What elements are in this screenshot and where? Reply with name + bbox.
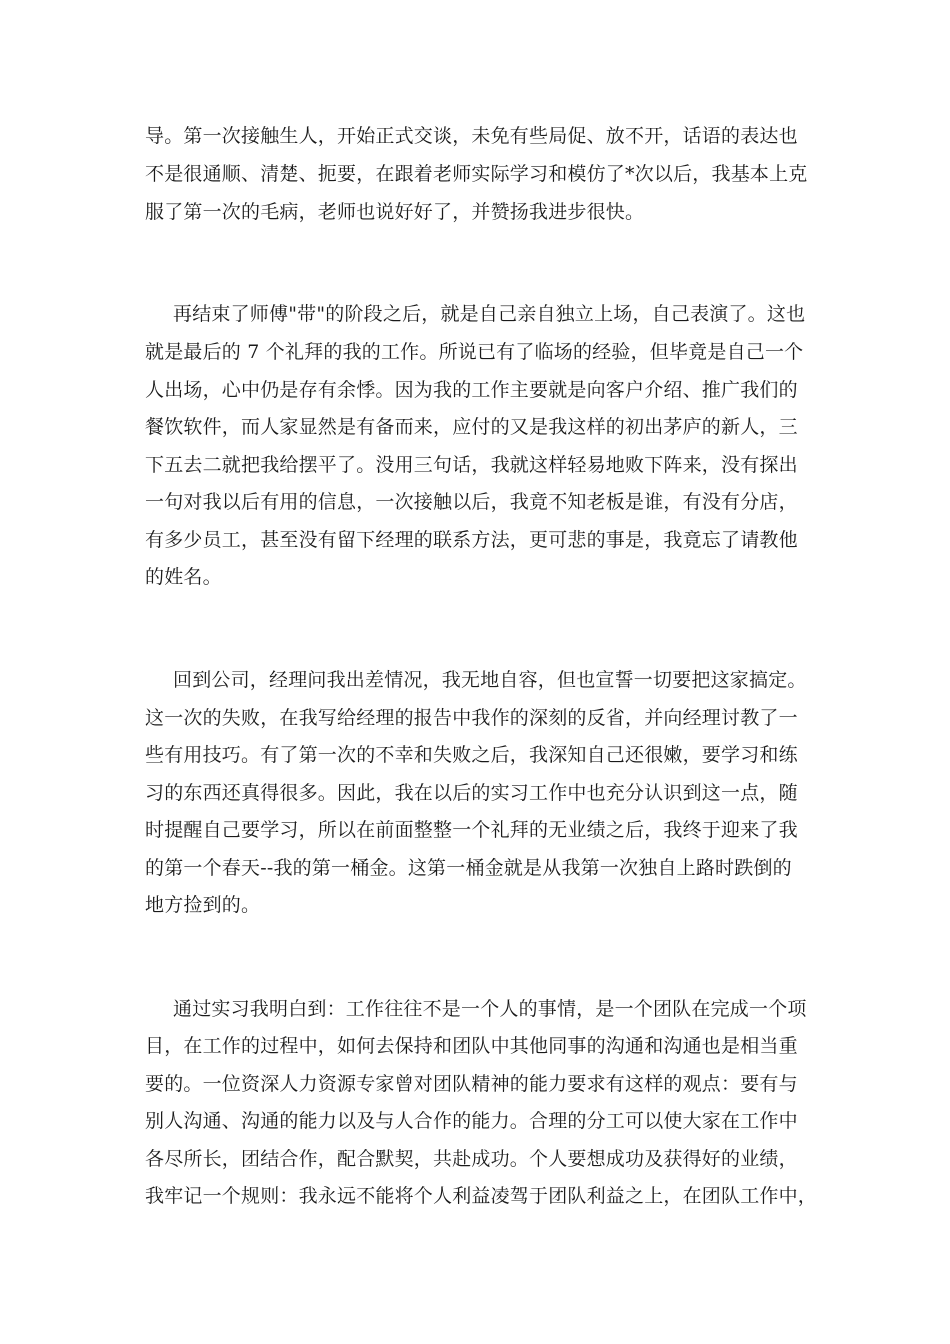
text-line: 有多少员工，甚至没有留下经理的联系方法，更可悲的事是，我竟忘了请教他	[145, 529, 798, 551]
text-line: 别人沟通、沟通的能力以及与人合作的能力。合理的分工可以使大家在工作中	[145, 1110, 798, 1132]
text-line: 人出场，心中仍是存有余悸。因为我的工作主要就是向客户介绍、推广我们的	[145, 379, 798, 401]
text-line: 不是很通顺、清楚、扼要，在跟着老师实际学习和模仿了*次以后，我基本上克	[145, 163, 808, 185]
text-line: 下五去二就把我给摆平了。没用三句话，我就这样轻易地败下阵来，没有探出	[145, 454, 798, 476]
text-line: 餐饮软件，而人家显然是有备而来，应付的又是我这样的初出茅庐的新人，三	[145, 416, 798, 438]
text-line: 的第一个春天--我的第一桶金。这第一桶金就是从我第一次独自上路时跌倒的	[145, 857, 792, 879]
text-line: 我牢记一个规则：我永远不能将个人利益凌驾于团队利益之上，在团队工作中，	[145, 1185, 818, 1207]
text-line: 通过实习我明白到：工作往往不是一个人的事情，是一个团队在完成一个项	[173, 998, 807, 1020]
text-line: 服了第一次的毛病，老师也说好好了，并赞扬我进步很快。	[145, 201, 645, 223]
text-line: 导。第一次接触生人，开始正式交谈，未免有些局促、放不开，话语的表达也	[145, 125, 798, 147]
text-line: 就是最后的 7 个礼拜的我的工作。所说已有了临场的经验，但毕竟是自己一个	[145, 341, 804, 363]
text-line: 目，在工作的过程中，如何去保持和团队中其他同事的沟通和沟通也是相当重	[145, 1035, 798, 1057]
text-line: 再结束了师傅"带"的阶段之后，就是自己亲自独立上场，自己表演了。这也	[173, 303, 806, 325]
text-line: 这一次的失败，在我写给经理的报告中我作的深刻的反省，并向经理讨教了一	[145, 707, 798, 729]
text-line: 时提醒自己要学习，所以在前面整整一个礼拜的无业绩之后，我终于迎来了我	[145, 819, 798, 841]
text-line: 各尽所长，团结合作，配合默契，共赴成功。个人要想成功及获得好的业绩，	[145, 1148, 798, 1170]
text-line: 要的。一位资深人力资源专家曾对团队精神的能力要求有这样的观点：要有与	[145, 1073, 798, 1095]
text-line: 的姓名。	[145, 566, 222, 588]
text-line: 些有用技巧。有了第一次的不幸和失败之后，我深知自己还很嫩，要学习和练	[145, 744, 798, 766]
text-line: 习的东西还真得很多。因此，我在以后的实习工作中也充分认识到这一点，随	[145, 782, 798, 804]
text-line: 回到公司，经理问我出差情况，我无地自容，但也宣誓一切要把这家搞定。	[173, 669, 807, 691]
text-line: 地方捡到的。	[145, 894, 261, 916]
text-line: 一句对我以后有用的信息，一次接触以后，我竟不知老板是谁，有没有分店，	[145, 491, 798, 513]
